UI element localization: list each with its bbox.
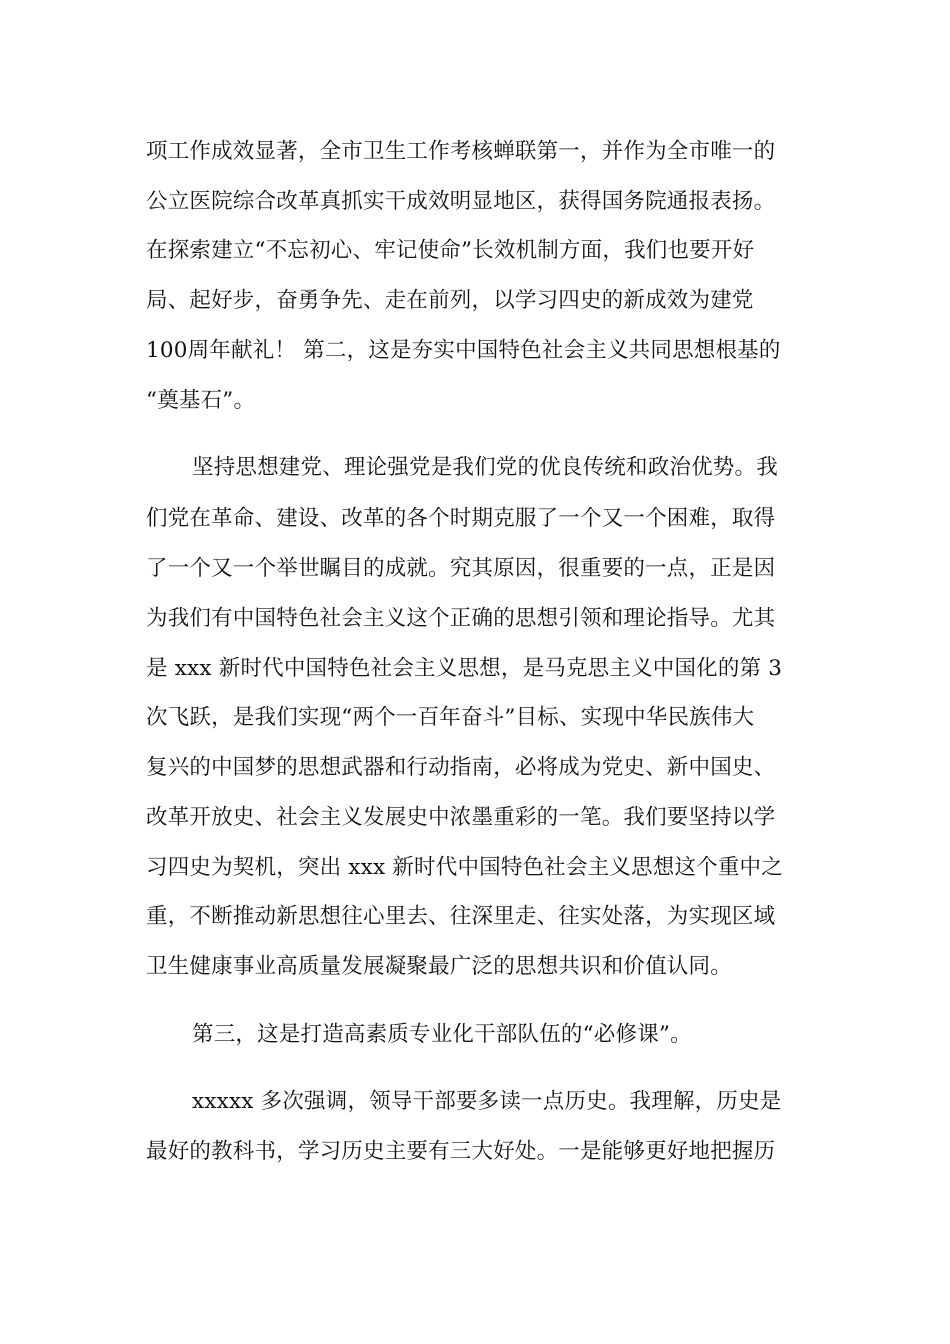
text-line-16: 重，不断推动新思想往心里去、往深里走、往实处落，为实现区域 bbox=[146, 904, 776, 929]
text-line-20: 最好的教科书，学习历史主要有三大好处。一是能够更好地把握历 bbox=[146, 1139, 776, 1164]
text-line-6: “奠基石”。 bbox=[146, 388, 256, 413]
text-line-2: 公立医院综合改革真抓实干成效明显地区，获得国务院通报表扬。 bbox=[146, 189, 776, 214]
text-line-15: 习四史为契机，突出 xxx 新时代中国特色社会主义思想这个重中之 bbox=[146, 855, 783, 880]
text-line-9: 了一个又一个举世瞩目的成就。究其原因，很重要的一点，正是因 bbox=[146, 556, 776, 581]
text-line-14: 改革开放史、社会主义发展史中浓墨重彩的一笔。我们要坚持以学 bbox=[146, 805, 776, 830]
text-line-17: 卫生健康事业高质量发展凝聚最广泛的思想共识和价值认同。 bbox=[146, 954, 732, 979]
text-line-19: xxxxx 多次强调，领导干部要多读一点历史。我理解，历史是 bbox=[192, 1089, 782, 1114]
text-line-3: 在探索建立“不忘初心、牢记使命”长效机制方面，我们也要开好 bbox=[146, 238, 755, 263]
text-line-4: 局、起好步，奋勇争先、走在前列，以学习四史的新成效为建党 bbox=[146, 288, 754, 313]
text-line-18: 第三，这是打造高素质专业化干部队伍的“必修课”。 bbox=[192, 1022, 692, 1047]
text-line-13: 复兴的中国梦的思想武器和行动指南，必将成为党史、新中国史、 bbox=[146, 755, 776, 780]
text-line-12: 次飞跃，是我们实现“两个一百年奋斗”目标、实现中华民族伟大 bbox=[146, 705, 755, 730]
text-line-5: 100周年献礼！ 第二，这是夯实中国特色社会主义共同思想根基的 bbox=[146, 338, 781, 363]
text-line-8: 们党在革命、建设、改革的各个时期克服了一个又一个困难，取得 bbox=[146, 506, 776, 531]
text-line-7: 坚持思想建党、理论强党是我们党的优良传统和政治优势。我 bbox=[192, 455, 778, 480]
text-line-10: 为我们有中国特色社会主义这个正确的思想引领和理论指导。尤其 bbox=[146, 606, 776, 631]
text-line-1: 项工作成效显著，全市卫生工作考核蝉联第一，并作为全市唯一的 bbox=[146, 139, 776, 164]
text-line-11: 是 xxx 新时代中国特色社会主义思想，是马克思主义中国化的第 3 bbox=[146, 656, 783, 681]
